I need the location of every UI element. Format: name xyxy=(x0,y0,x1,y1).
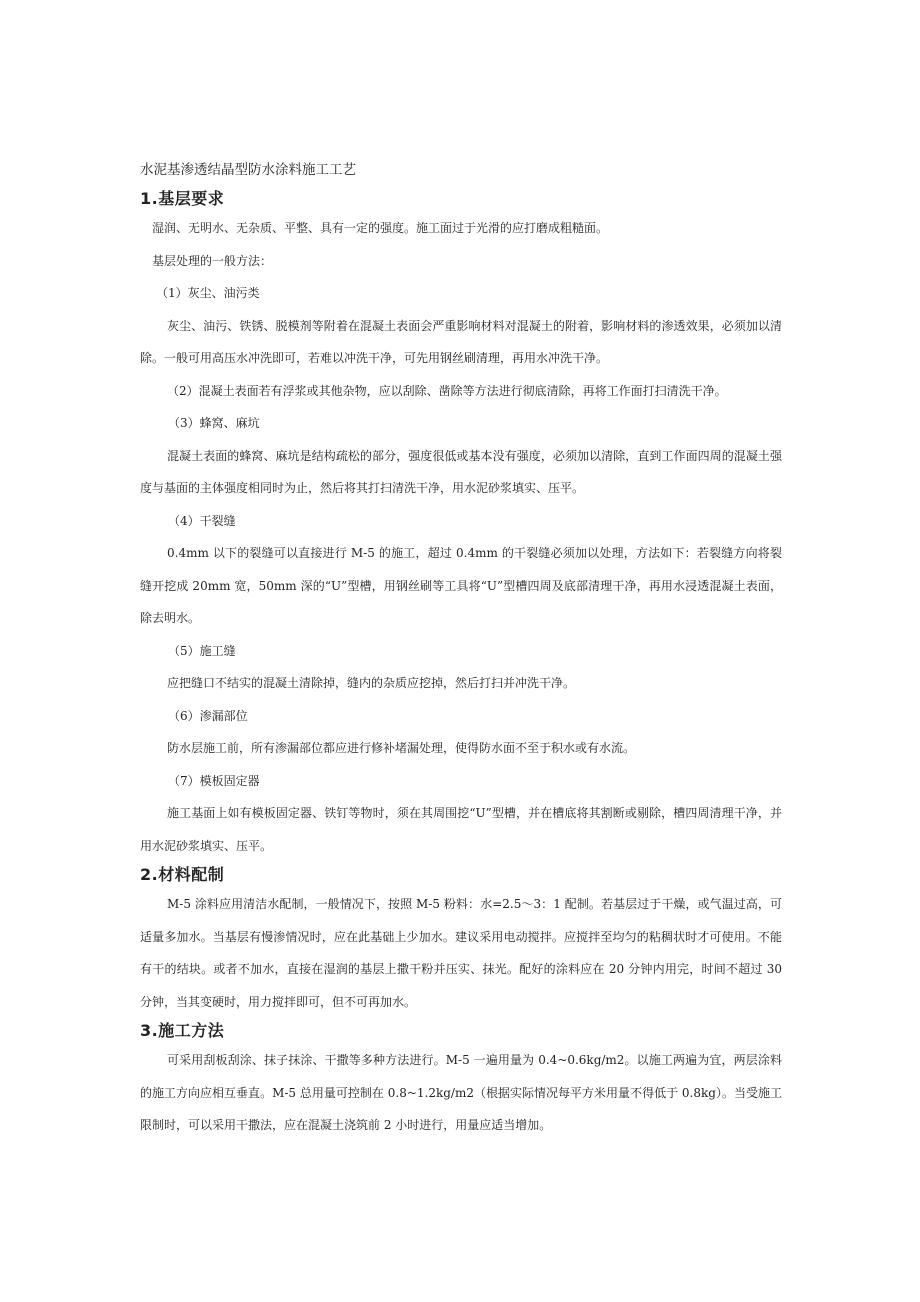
item-4-title: （4）干裂缝 xyxy=(168,513,236,528)
section-heading-3: 3.施工方法 xyxy=(140,1021,225,1040)
paragraph-base-requirements: 湿润、无明水、无杂质、平整、具有一定的强度。施工面过于光滑的应打磨成粗糙面。 xyxy=(152,221,609,235)
item-7-title: （7）模板固定器 xyxy=(168,773,260,788)
item-2-body: （2）混凝土表面若有浮浆或其他杂物，应以刮除、凿除等方法进行彻底清除，再将工作面打扫清洗干净。 xyxy=(167,383,727,398)
item-6-title: （6）渗漏部位 xyxy=(168,708,248,723)
document-page xyxy=(140,160,782,1142)
item-1-body: 灰尘、油污、铁锈、脱模剂等附着在混凝土表面会严重影响材料对混凝土的附着，影响材料的渗透效果，必须加以清除。一般可用高压水冲洗即可，若难以冲洗干净，可先用钢丝刷清理，再用水冲洗干净。 xyxy=(140,318,782,365)
item-1-title: （1）灰尘、油污类 xyxy=(156,286,260,300)
item-3-title: （3）蜂窝、麻坑 xyxy=(168,416,260,430)
construction-method-body: 可采用刮板刮涂、抹子抹涂、干撒等多种方法进行。M-5 一遍用量为 0.4~0.6kg/m2。以施工两遍为宜，两层涂料的施工方向应相互垂直。M-5 总用量可控制在 0.8~1.2kg/m2（根据实际情况每平方米用量不得低于 0.8kg）。当受施工限制时，可以采用干撒法，应在混凝土浇筑前 2 小时进行，用量应适当增加。 xyxy=(140,1053,782,1132)
item-5-title: （5）施工缝 xyxy=(168,643,236,658)
document-title: 水泥基渗透结晶型防水涂料施工工艺 xyxy=(140,162,356,178)
material-preparation-body: M-5 涂料应用清洁水配制，一般情况下，按照 M-5 粉料：水=2.5～3：1 配制。若基层过于干燥，或气温过高，可适量多加水。当基层有慢渗情况时，应在此基础上少加水。建议采用电动搅拌。应搅拌至均匀的粘稠状时才可使用。不能有干的结块。或者不加水，直接在湿润的基层上撒干粉并压实、抹光。配好的涂料应在 20 分钟内用完，时间不超过 30 分钟，当其变硬时，用力搅拌即可，但不可再加水。 xyxy=(140,897,782,1009)
item-7-body: 施工基面上如有模板固定器、铁钉等物时，须在其周围挖“U”型槽，并在槽底将其割断或剔除，槽四周清理干净，并用水泥砂浆填实、压平。 xyxy=(140,806,782,853)
paragraph-base-methods: 基层处理的一般方法： xyxy=(152,253,273,268)
item-6-body: 防水层施工前，所有渗漏部位都应进行修补堵漏处理，使得防水面不至于积水或有水流。 xyxy=(167,741,636,755)
item-5-body: 应把缝口不结实的混凝土清除掉，缝内的杂质应挖掉，然后打扫并冲洗干净。 xyxy=(167,676,576,690)
section-heading-2: 2.材料配制 xyxy=(140,865,225,884)
item-3-body: 混凝土表面的蜂窝、麻坑是结构疏松的部分，强度很低或基本没有强度，必须加以清除，直到工作面四周的混凝土强度与基面的主体强度相同时为止，然后将其打扫清洗干净，用水泥砂浆填实、压平。 xyxy=(140,448,782,495)
section-heading-1: 1.基层要求 xyxy=(140,189,225,208)
item-4-body: 0.4mm 以下的裂缝可以直接进行 M-5 的施工，超过 0.4mm 的干裂缝必须加以处理，方法如下：若裂缝方向将裂缝开挖成 20mm 宽，50mm 深的“U”型槽，用钢丝刷等工具将“U”型槽四周及底部清理干净，再用水浸透混凝土表面，除去明水。 xyxy=(140,546,782,625)
